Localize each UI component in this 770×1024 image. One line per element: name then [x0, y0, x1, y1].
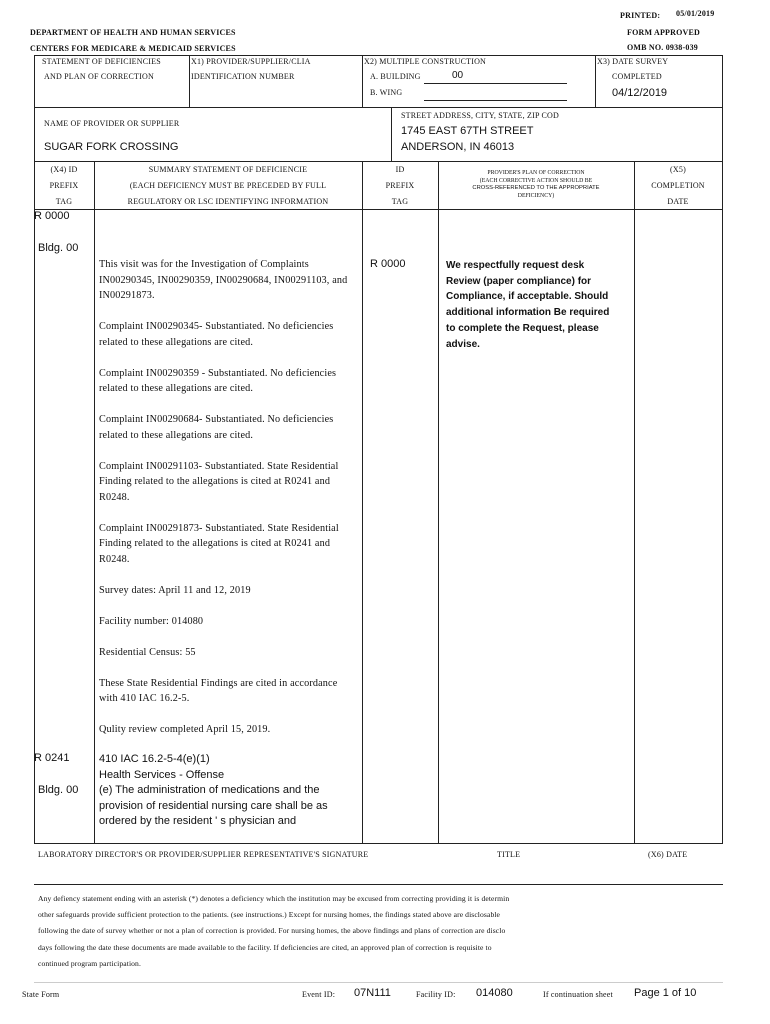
summary-paragraph-4: Complaint IN00290684- Substantiated. No deficiencies related to these allegations are cited.	[99, 414, 334, 441]
summary-statement	[99, 257, 357, 753]
title-label: TITLE	[497, 850, 521, 859]
r0241-block	[99, 752, 357, 830]
disclaimer-line1: Any defiency statement ending with an asterisk (*) denotes a deficiency which the institution may be excused from correcting providing it is determin	[38, 894, 510, 903]
summary-paragraph-5: Complaint IN00291103- Substantiated. State Residential Finding related to the allegations is cited at R0241 and R0248.	[99, 460, 339, 503]
summary-paragraph-2: Complaint IN00290345- Substantiated. No deficiencies related to these allegations are cited.	[99, 321, 334, 348]
plan-header-line3: CROSS-REFERENCED TO THE APPROPRIATE	[472, 185, 600, 191]
facility-id-label: Facility ID:	[416, 990, 456, 999]
building-value: 00	[452, 70, 464, 81]
disclaimer-line3: following the date of survey whether or not a plan of correction is provided. For nursing homes, the above findings and plans of correction are disclo	[38, 926, 506, 936]
state-form-label: State Form	[22, 990, 60, 999]
summary-header-line2: (EACH DEFICIENCY MUST BE PRECEDED BY FULL	[129, 181, 327, 190]
centers-title: CENTERS FOR MEDICARE & MEDICAID SERVICES	[30, 44, 236, 53]
building-tag-2: Bldg. 00	[38, 784, 79, 796]
x5-header-line2: COMPLETION	[651, 181, 705, 190]
plan-header-line2: (EACH CORRECTIVE ACTION SHOULD BE	[479, 177, 593, 184]
summary-paragraph-10: These State Residential Findings are cited in accordance with 410 IAC 16.2-5.	[99, 677, 338, 704]
director-signature-label: LABORATORY DIRECTOR'S OR PROVIDER/SUPPLIER REPRESENTATIVE'S SIGNATURE	[38, 850, 369, 859]
address-line2: ANDERSON, IN 46013	[401, 141, 515, 153]
prefix-tag-r0241: R 0241	[34, 752, 70, 764]
disclaimer-line5: continued program participation.	[38, 958, 141, 968]
x3-label-line1: X3) DATE SURVEY	[597, 57, 669, 66]
provider-name-label: NAME OF PROVIDER OR SUPPLIER	[44, 119, 180, 128]
address-line1: 1745 EAST 67TH STREET	[401, 125, 534, 137]
plan-header-line4: DEFICIENCY)	[517, 192, 555, 199]
department-title: DEPARTMENT OF HEALTH AND HUMAN SERVICES	[30, 28, 236, 37]
x5-header-line1: (X5)	[670, 165, 686, 174]
x2-label: X2) MULTIPLE CONSTRUCTION	[364, 57, 487, 66]
plan-of-correction-text: We respectfully request desk Review (paper compliance) for Compliance, if acceptable. Should additional information Be required to complete the Request, please advise.	[446, 260, 610, 350]
disclaimer-line2: other safeguards provide sufficient protection to the patients. (see instructions.) Except for nursing homes, the findings stated above are disclosable	[38, 910, 501, 920]
wing-label: B. WING	[370, 88, 403, 97]
summary-paragraph-8: Facility number: 014080	[99, 615, 204, 627]
x5-header-line3: DATE	[667, 197, 689, 206]
id-header-line3: TAG	[391, 197, 409, 206]
summary-header-line3: REGULATORY OR LSC IDENTIFYING INFORMATION	[127, 197, 329, 206]
x1-label-line1: X1) PROVIDER/SUPPLIER/CLIA	[191, 57, 311, 66]
printed-label: PRINTED:	[620, 11, 661, 20]
x4-header-line1: (X4) ID	[50, 165, 78, 174]
statement-label-line1: STATEMENT OF DEFICIENCIES	[42, 57, 161, 66]
x4-header-line2: PREFIX	[49, 181, 79, 190]
facility-id-value: 014080	[476, 987, 513, 999]
x1-label-line2: IDENTIFICATION NUMBER	[191, 72, 295, 81]
event-id-value: 07N111	[354, 987, 391, 999]
summary-paragraph-3: Complaint IN00290359 - Substantiated. No deficiencies related to these allegations are cited.	[99, 367, 337, 394]
r0241-title: Health Services - Offense	[99, 768, 225, 781]
plan-header	[438, 170, 634, 200]
id-header-line2: PREFIX	[385, 181, 415, 190]
summary-paragraph-1: This visit was for the Investigation of Complaints IN00290345, IN00290359, IN00290684, IN00291103, and IN00291873.	[99, 259, 348, 301]
building-tag-1: Bldg. 00	[38, 242, 79, 254]
omb-number: OMB NO. 0938-039	[627, 43, 698, 52]
id-header-line1: ID	[395, 165, 405, 174]
continuation-label: If continuation sheet	[543, 990, 613, 999]
r0241-text: (e) The administration of medications and the provision of residential nursing care shall be as ordered by the resident ' s physician and	[99, 784, 328, 827]
printed-date: 05/01/2019	[676, 9, 715, 18]
statement-label-line2: AND PLAN OF CORRECTION	[44, 72, 154, 81]
survey-completed-date: 04/12/2019	[612, 87, 668, 99]
disclaimer	[38, 891, 728, 972]
disclaimer-line4: days following the date these documents are made available to the facility. If deficiencies are cited, an approved plan of correction is requisite to	[38, 942, 492, 952]
provider-name-value: SUGAR FORK CROSSING	[44, 141, 179, 153]
address-label: STREET ADDRESS, CITY, STATE, ZIP COD	[401, 111, 559, 120]
page-number: Page 1 of 10	[634, 987, 697, 999]
x3-label-line2: COMPLETED	[612, 72, 662, 81]
summary-header-line1: SUMMARY STATEMENT OF DEFICIENCIE	[148, 165, 308, 174]
prefix-tag-r0000: R 0000	[34, 210, 70, 222]
x6-date-label: (X6) DATE	[648, 850, 688, 859]
summary-paragraph-9: Residential Census: 55	[99, 646, 196, 658]
summary-paragraph-11: Qulity review completed April 15, 2019.	[99, 724, 271, 735]
form-approved: FORM APPROVED	[627, 28, 701, 37]
summary-paragraph-7: Survey dates: April 11 and 12, 2019	[99, 584, 251, 596]
summary-paragraph-6: Complaint IN00291873- Substantiated. State Residential Finding related to the allegations is cited at R0241 and R0248.	[99, 522, 339, 565]
x4-header-line3: TAG	[55, 197, 73, 206]
building-label: A. BUILDING	[370, 72, 421, 81]
event-id-label: Event ID:	[302, 990, 336, 999]
id-prefix-tag-r0000: R 0000	[370, 258, 406, 270]
r0241-citation: 410 IAC 16.2-5-4(e)(1)	[99, 753, 210, 765]
plan-header-line1: PROVIDER'S PLAN OF CORRECTION	[487, 170, 585, 176]
